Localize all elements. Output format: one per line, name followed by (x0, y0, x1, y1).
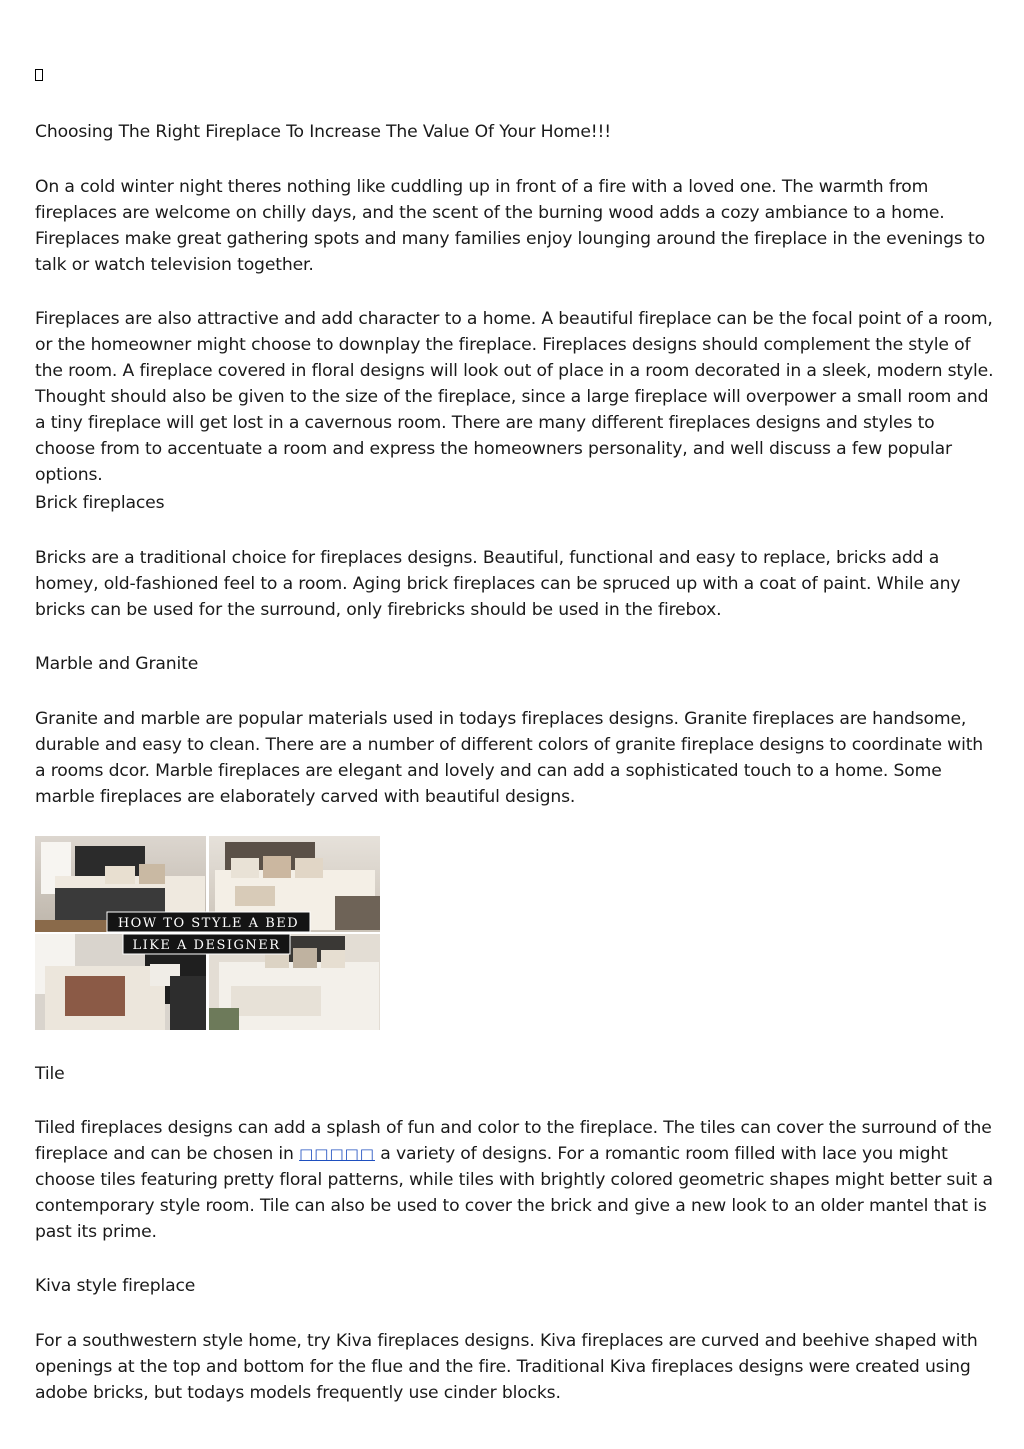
tile-inline-link[interactable]: □□□□□ (299, 1145, 375, 1163)
marble-heading: Marble and Granite (35, 654, 199, 674)
missing-glyph-icon (35, 69, 43, 81)
page-title: Choosing The Right Fireplace To Increase The Value Of Your Home!!! (35, 122, 612, 142)
brick-heading: Brick fireplaces (35, 493, 165, 513)
tile-text-after-link: a variety of designs. For a romantic room filled with lace you might choose tiles featuring pretty floral patterns, while tiles with brightly colored geometric shapes might better suit a contemporary style room. Tile can also be used to cover the brick and give a new look to an older mantel that is past its prime. (35, 1144, 993, 1242)
kiva-heading: Kiva style fireplace (35, 1276, 196, 1296)
kiva-paragraph: For a southwestern style home, try Kiva fireplaces designs. Kiva fireplaces are curved and beehive shaped with openings at the top and bottom for the flue and the fire. Traditional Kiva fireplaces designs were created using adobe bricks, but todays models frequently use cinder blocks. (35, 1331, 978, 1403)
tile-text-before-link: Tiled fireplaces designs can add a splash of fun and color to the fireplace. The tiles can cover the surround of the fireplace and can be chosen in (35, 1118, 992, 1164)
marble-paragraph: Granite and marble are popular materials used in todays fireplaces designs. Granite fireplaces are handsome, durable and easy to clean. There are a number of different colors of granite fireplace designs to coordinate with a rooms dcor. Marble fireplaces are elegant and lovely and can add a sophisticated touch to a home. Some marble fireplaces are elaborately carved with beautiful designs. (35, 709, 984, 807)
tile-paragraph (35, 1115, 995, 1245)
bed-styling-collage-image (35, 836, 380, 1030)
collage-caption-line-1: HOW TO STYLE A BED (117, 916, 300, 931)
brick-paragraph: Bricks are a traditional choice for fireplaces designs. Beautiful, functional and easy to replace, bricks add a homey, old-fashioned feel to a room. Aging brick fireplaces can be spruced up with a coat of paint. While any bricks can be used for the surround, only firebricks should be used in the firebox. (35, 548, 961, 620)
collage-caption-line-2: LIKE A DESIGNER (132, 938, 281, 953)
tile-heading: Tile (35, 1064, 65, 1084)
character-paragraph: Fireplaces are also attractive and add character to a home. A beautiful fireplace can be the focal point of a room, or the homeowner might choose to downplay the fireplace. Fireplaces designs should complement the style of the room. A fireplace covered in floral designs will look out of place in a room decorated in a sleek, modern style. Thought should also be given to the size of the fireplace, since a large fireplace will overpower a small room and a tiny fireplace will get lost in a cavernous room. There are many different fireplaces designs and styles to choose from to accentuate a room and express the homeowners personality, and well discuss a few popular options. (35, 309, 994, 485)
intro-paragraph: On a cold winter night theres nothing like cuddling up in front of a fire with a loved one. The warmth from fireplaces are welcome on chilly days, and the scent of the burning wood adds a cozy ambiance to a home. Fireplaces make great gathering spots and many families enjoy lounging around the fireplace in the evenings to talk or watch television together. (35, 177, 985, 275)
